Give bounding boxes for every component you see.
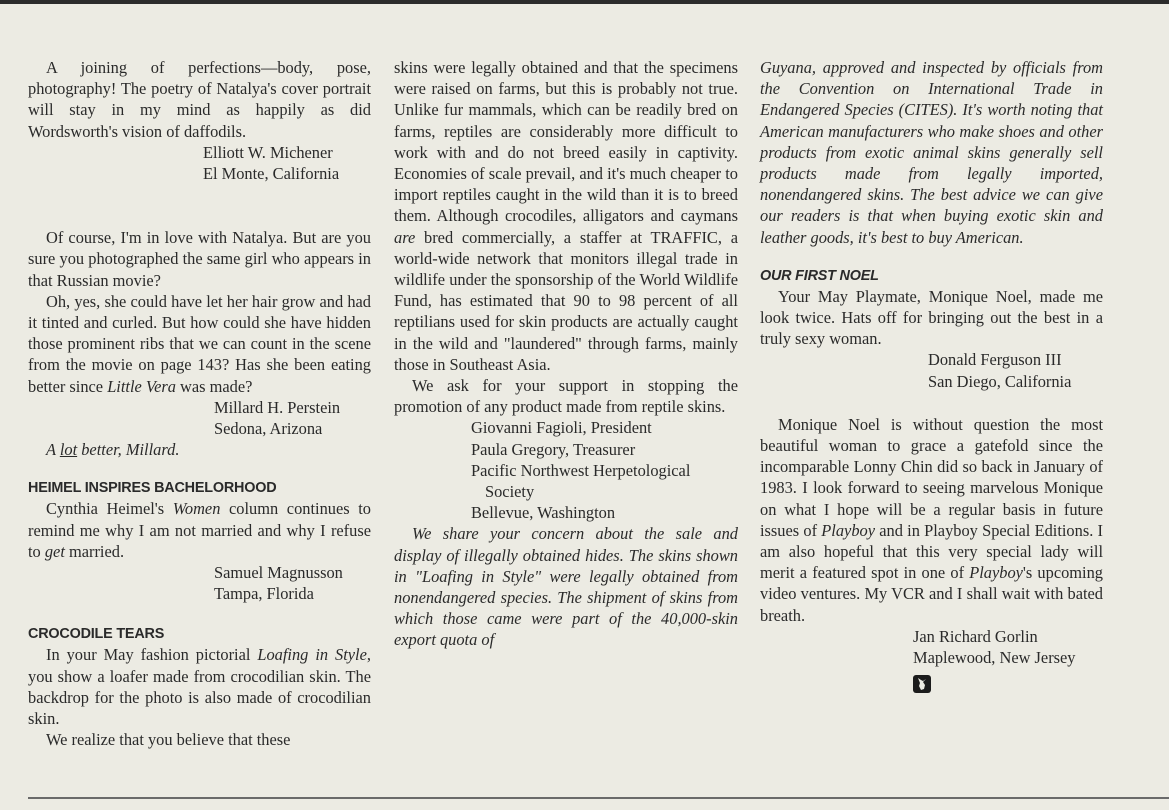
letter-text: We realize that you believe that these: [46, 730, 291, 750]
signature: [760, 349, 1103, 391]
signature-place: San Diego, California: [928, 371, 1072, 391]
letter-text: In your May fashion pictorial Loafing in Style, you show a loafer made from crocodilian skin. The backdrop for the photo is also made of crocodilian skin.: [28, 645, 371, 729]
signature-name: Samuel Magnusson: [214, 563, 343, 583]
signature-place: El Monte, California: [203, 164, 340, 184]
letter-text: Oh, yes, she could have let her hair grow and had it tinted and curled. But how could she have hidden those prominent ribs that we can count in the scene from the movie on page 143? Has she been eating better since Little Vera was made?: [28, 291, 371, 396]
signature-place: Tampa, Florida: [214, 584, 314, 604]
letter-text: skins were legally obtained and that the specimens were raised on farms, but this is probably not true. Unlike fur mammals, which can be readily bred on farms, reptiles are considerably more difficult to work with and do not breed easily in captivity. Economies of scale prevail, and it's much cheaper to import reptiles caught in the wild than it is to breed them. Although crocodiles, alligators and caymans are bred commercially, a staffer at TRAFFIC, a world-wide network that monitors illegal trade in wildlife under the sponsorship of the World Wildlife Fund, has estimated that 90 to 98 percent of all reptilians used for skin products are actually caught in the wild and "laundered" through farms, mainly those in Southeast Asia.: [394, 58, 738, 374]
signature-name: Donald Ferguson III: [928, 350, 1062, 370]
signature-name: Giovanni Fagioli, President: [471, 418, 652, 438]
section-heading: HEIMEL INSPIRES BACHELORHOOD: [28, 480, 277, 497]
signature-place: Bellevue, Washington: [471, 503, 616, 523]
signature-name: Paula Gregory, Treasurer: [471, 439, 636, 459]
signature-org: Society: [485, 482, 535, 502]
signature: [28, 397, 371, 439]
signature-name: Millard H. Perstein: [214, 397, 341, 417]
section-heading: CROCODILE TEARS: [28, 626, 165, 643]
editor-reply: We share your concern about the sale and display of illegally obtained hides. The skins shown in "Loafing in Style" were legally obtained from nonendangered species. The shipment of skins from which those came were part of the 40,000-skin export quota of: [394, 524, 738, 650]
letter-text: We ask for your support in stopping the promotion of any product made from reptile skins.: [394, 376, 738, 417]
signature-name: Elliott W. Michener: [203, 142, 333, 162]
section-heading: OUR FIRST NOEL: [760, 267, 879, 284]
bottom-rule: [28, 797, 1169, 799]
letter-text: Your May Playmate, Monique Noel, made me look twice. Hats off for bringing out the best in a truly sexy woman.: [760, 286, 1103, 349]
column-2: [394, 57, 738, 651]
editor-reply: Guyana, approved and inspected by officials from the Convention on International Trade in Endangered Species (CITES). It's worth noting that American manufacturers who make shoes and other products from exotic animal skins generally sell products made from legally imported, nonendangered skins. The best advice we can give our readers is that when buying exotic skin and leather goods, it's best to buy American.: [760, 58, 1103, 247]
signature: [394, 417, 738, 523]
top-rule: [0, 0, 1169, 4]
letter-text: Cynthia Heimel's Women column continues to remind me why I am not married and why I refuse to get married.: [28, 499, 371, 561]
column-3: [760, 57, 1103, 693]
signature-name: Jan Richard Gorlin: [913, 626, 1038, 646]
letter-text: Of course, I'm in love with Natalya. But are you sure you photographed the same girl who appears in that Russian movie?: [28, 228, 371, 290]
signature: [28, 142, 371, 184]
signature-place: Sedona, Arizona: [214, 419, 323, 439]
signature-place: Maplewood, New Jersey: [913, 648, 1076, 668]
letter-text: Monique Noel is without question the most beautiful woman to grace a gatefold since the incomparable Lonny Chin did so back in January of 1983. I look forward to seeing marvelous Monique on what I hope will be a regular basis in future issues of Playboy and in Playboy Special Editions. I am also hopeful that this very special lady will merit a featured spot in one of Playboy's upcoming video ventures. My VCR and I shall wait with bated breath.: [760, 414, 1103, 625]
rabbit-logo-icon: [913, 675, 931, 693]
editor-reply: A lot better, Millard.: [46, 440, 180, 460]
signature: [28, 562, 371, 604]
letter-text: A joining of perfections—body, pose, photography! The poetry of Natalya's cover portrait will stay in my mind as happily as did Wordsworth's vision of daffodils.: [28, 58, 371, 141]
signature-org: Pacific Northwest Herpetological: [471, 460, 691, 480]
signature: [760, 626, 1103, 693]
column-1: [28, 57, 371, 750]
